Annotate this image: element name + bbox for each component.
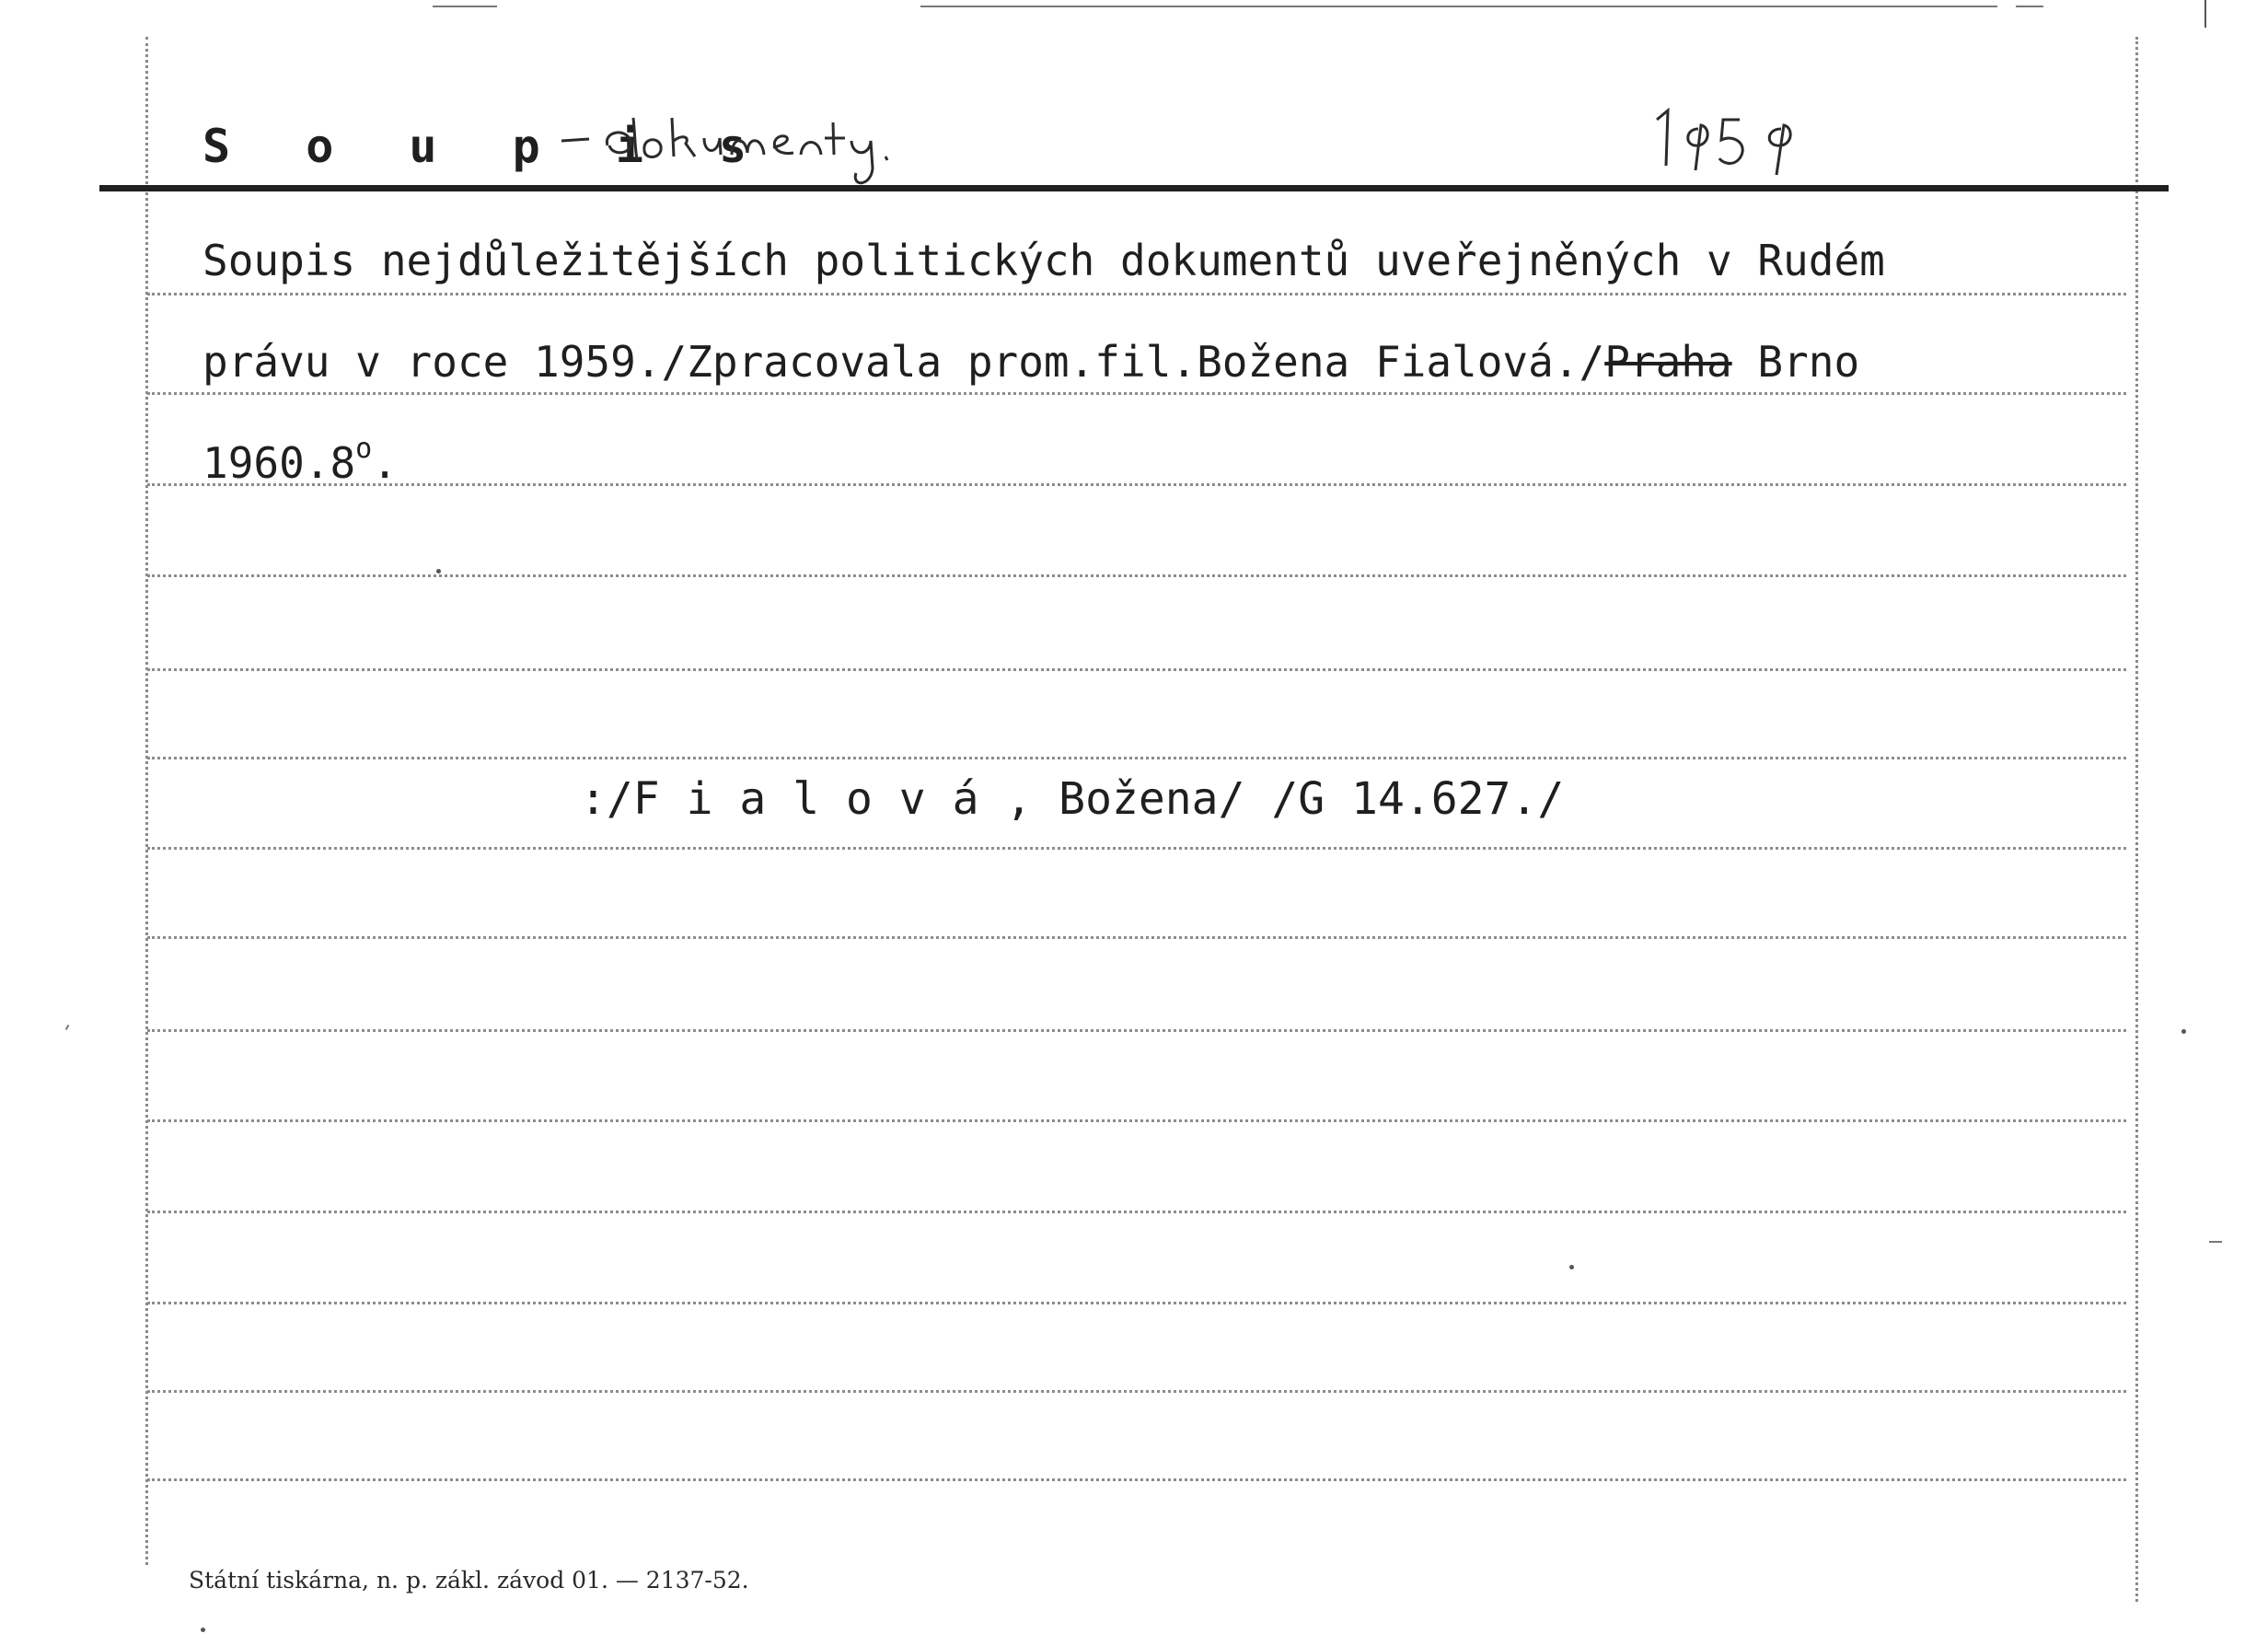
ruled-line bbox=[147, 392, 2126, 395]
card-heading: S o u p i s bbox=[202, 120, 771, 173]
scan-mark bbox=[2209, 1241, 2222, 1243]
entry-line-2-text: právu v roce 1959./Zpracovala prom.fil.Božena Fialová./ bbox=[202, 337, 1605, 387]
left-border bbox=[145, 37, 148, 1565]
ruled-line bbox=[147, 483, 2126, 486]
author-signature-line: :/F i a l o v á , Božena/ /G 14.627./ bbox=[580, 773, 1565, 825]
printer-note: Státní tiskárna, n. p. zákl. závod 01. — 2137-52. bbox=[189, 1567, 749, 1593]
scan-speck bbox=[2181, 1029, 2186, 1034]
right-border bbox=[2135, 37, 2138, 1602]
scan-speck bbox=[1569, 1265, 1574, 1269]
outer-right-edge bbox=[2204, 0, 2206, 28]
header-rule bbox=[99, 185, 2169, 191]
ruled-line bbox=[147, 1119, 2126, 1122]
scan-mark bbox=[65, 1025, 70, 1030]
ruled-line bbox=[147, 1478, 2126, 1481]
handwritten-year bbox=[1648, 101, 1813, 184]
ruled-line bbox=[147, 936, 2126, 939]
top-edge-fragment bbox=[2016, 6, 2043, 7]
handwritten-subject bbox=[552, 99, 994, 201]
ruled-line bbox=[147, 293, 2126, 296]
top-edge-fragment bbox=[920, 6, 1997, 7]
ruled-line bbox=[147, 1029, 2126, 1032]
scan-speck bbox=[436, 569, 441, 574]
ruled-line bbox=[147, 668, 2126, 671]
entry-year-format: 1960.8 bbox=[202, 438, 356, 488]
entry-line-1: Soupis nejdůležitějších politických dokumentů uveřejněných v Rudém bbox=[202, 236, 1885, 285]
entry-end-period: . bbox=[372, 438, 398, 488]
format-superscript: o bbox=[355, 433, 373, 465]
struck-place: Praha bbox=[1604, 337, 1732, 387]
scan-speck bbox=[201, 1628, 205, 1632]
ruled-line bbox=[147, 574, 2126, 577]
entry-line-2-place: Brno bbox=[1731, 337, 1860, 387]
ruled-line bbox=[147, 847, 2126, 850]
ruled-line bbox=[147, 1302, 2126, 1304]
entry-line-2 bbox=[202, 337, 1859, 387]
ruled-line bbox=[147, 1211, 2126, 1213]
entry-line-3 bbox=[202, 433, 398, 488]
ruled-line bbox=[147, 757, 2126, 759]
ruled-line bbox=[147, 1390, 2126, 1393]
top-edge-fragment bbox=[433, 6, 497, 7]
